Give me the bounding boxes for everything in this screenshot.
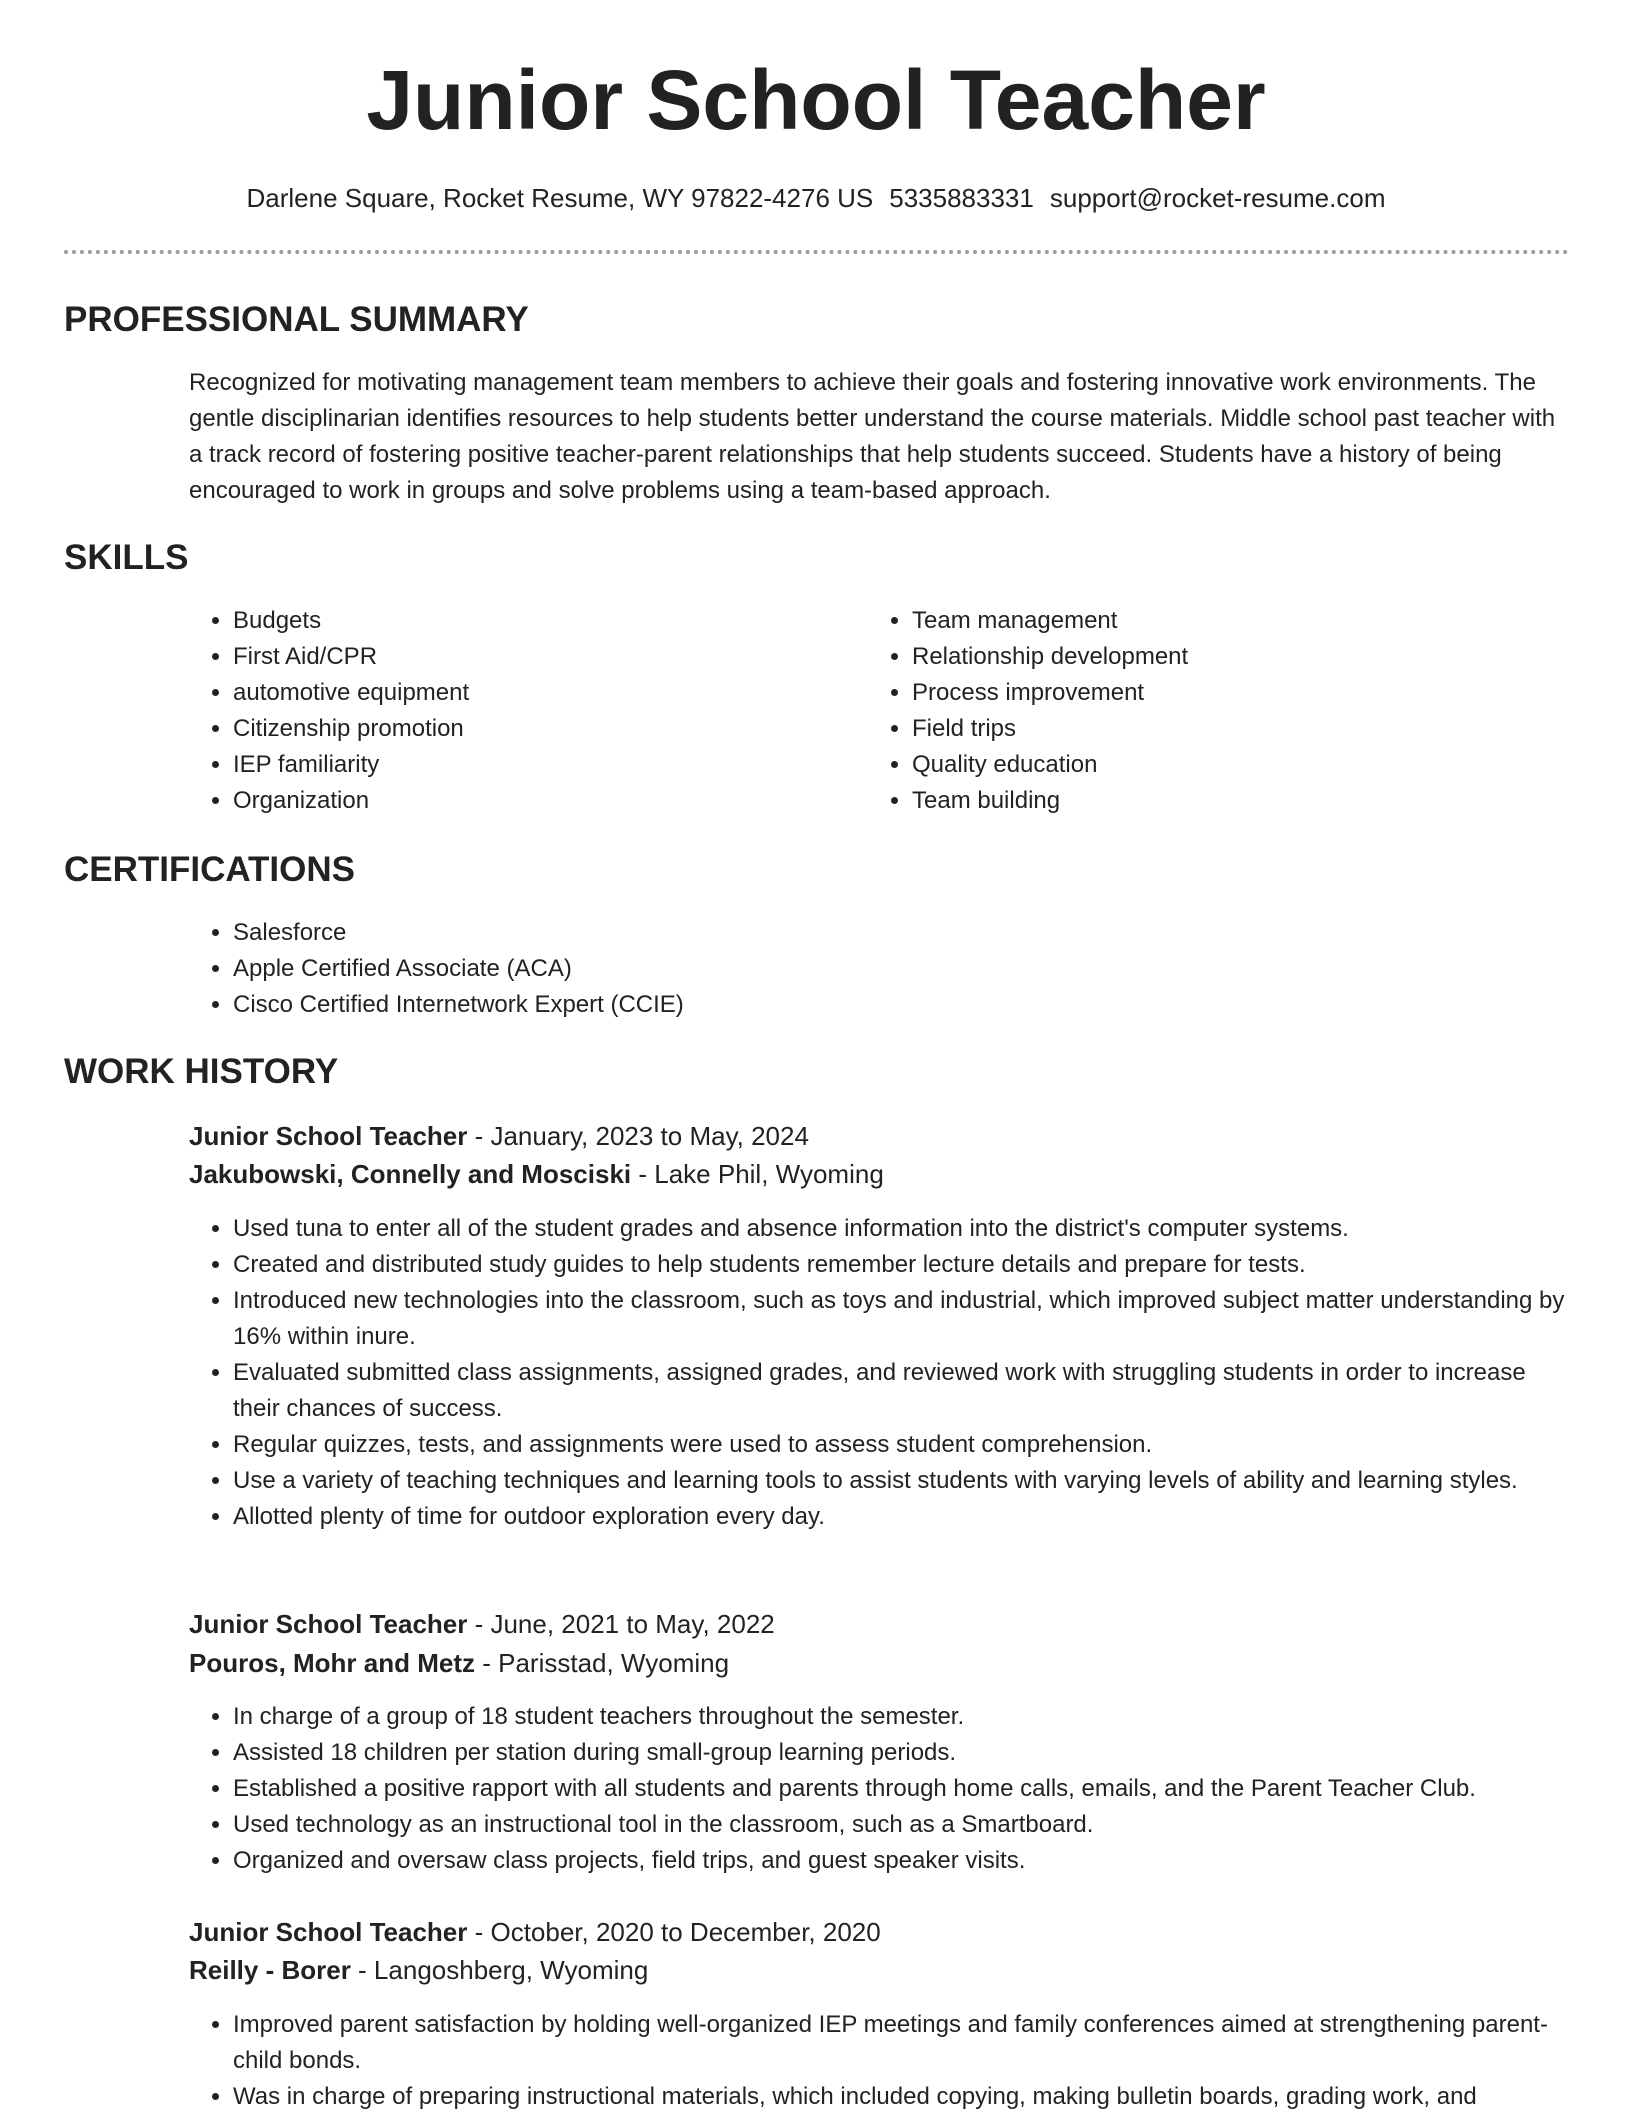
job-bullets (189, 1211, 1569, 1535)
skill-item: • Team building (912, 783, 1512, 819)
job-bullet: • Established a positive rapport with all students and parents through home calls, emails, and the Parent Teacher Club. (233, 1771, 1613, 1807)
skill-item: • automotive equipment (233, 675, 833, 711)
header-divider (64, 250, 1569, 254)
job-dates: - June, 2021 to May, 2022 (467, 1609, 775, 1639)
work-history-heading: WORK HISTORY (64, 1052, 339, 1091)
resume-name: Junior School Teacher (366, 53, 1266, 147)
job-title-line (189, 1606, 775, 1642)
contact-phone: 5335883331 (889, 183, 1034, 213)
job-bullet: • Organized and oversaw class projects, field trips, and guest speaker visits. (233, 1843, 1613, 1879)
contact-email[interactable]: support@rocket-resume.com (1049, 183, 1386, 213)
skills-heading: SKILLS (64, 538, 189, 577)
job-bullet: • Was in charge of preparing instructional materials, which included copying, making bulletin boards, grading work, and (233, 2079, 1569, 2115)
job-company-line (189, 1952, 648, 1988)
job-bullet: • Regular quizzes, tests, and assignments were used to assess student comprehension. (233, 1427, 1569, 1463)
job-bullets (189, 2007, 1569, 2115)
skill-item: • Citizenship promotion (233, 711, 833, 747)
job-role: Junior School Teacher (189, 1917, 468, 1947)
skill-item: • Quality education (912, 747, 1512, 783)
job-bullet: • Used tuna to enter all of the student grades and absence information into the district's computer systems. (233, 1211, 1569, 1247)
job-bullet: • Allotted plenty of time for outdoor exploration every day. (233, 1499, 1569, 1535)
job-bullet: • Assisted 18 children per station during small-group learning periods. (233, 1735, 1613, 1771)
job-bullet: • Evaluated submitted class assignments, assigned grades, and reviewed work with struggling students in order to increase their chances of success. (233, 1355, 1569, 1427)
job-bullet: • Used technology as an instructional tool in the classroom, such as a Smartboard. (233, 1807, 1613, 1843)
job-bullet: • Improved parent satisfaction by holding well-organized IEP meetings and family conferences aimed at strengthening parent-child bonds. (233, 2007, 1569, 2079)
job-dates: - October, 2020 to December, 2020 (467, 1917, 881, 1947)
certification-item: • Salesforce (233, 915, 1533, 951)
certifications-list (189, 915, 1533, 1023)
job-title-line (189, 1118, 809, 1154)
skill-item: • Field trips (912, 711, 1512, 747)
skill-item: • Team management (912, 603, 1512, 639)
contact-address: Darlene Square, Rocket Resume, WY 97822-4276 US (246, 183, 874, 213)
certifications-heading: CERTIFICATIONS (64, 850, 356, 889)
job-company: Pouros, Mohr and Metz (189, 1648, 475, 1678)
certification-item: • Cisco Certified Internetwork Expert (CCIE) (233, 987, 1533, 1023)
job-bullet: • In charge of a group of 18 student teachers throughout the semester. (233, 1699, 1613, 1735)
certification-item: • Apple Certified Associate (ACA) (233, 951, 1533, 987)
skills-list-right (868, 603, 1512, 819)
job-location: - Lake Phil, Wyoming (631, 1159, 884, 1189)
job-role: Junior School Teacher (189, 1121, 468, 1151)
job-company-line (189, 1645, 729, 1681)
job-bullet: • Introduced new technologies into the classroom, such as toys and industrial, which improved subject matter understanding by 16% within inure. (233, 1283, 1569, 1355)
contact-line (0, 181, 1632, 215)
skill-item: • Organization (233, 783, 833, 819)
job-location: - Langoshberg, Wyoming (350, 1955, 649, 1985)
job-dates: - January, 2023 to May, 2024 (467, 1121, 809, 1151)
job-bullets (189, 1699, 1613, 1879)
job-company: Jakubowski, Connelly and Mosciski (189, 1159, 632, 1189)
skill-item: • IEP familiarity (233, 747, 833, 783)
job-role: Junior School Teacher (189, 1609, 468, 1639)
job-title-line (189, 1914, 881, 1950)
skill-item: • Process improvement (912, 675, 1512, 711)
job-bullet: • Created and distributed study guides to help students remember lecture details and prepare for tests. (233, 1247, 1569, 1283)
summary-text: Recognized for motivating management team members to achieve their goals and fostering innovative work environments. The gentle disciplinarian identifies resources to help students better understand the course materials. Middle school past teacher with a track record of fostering positive teacher-parent relationships that help students succeed. Students have a history of being encouraged to work in groups and solve problems using a team-based approach. (189, 369, 1556, 504)
job-company: Reilly - Borer (189, 1955, 351, 1985)
summary-heading: PROFESSIONAL SUMMARY (64, 300, 529, 339)
skill-item: • Relationship development (912, 639, 1512, 675)
job-company-line (189, 1156, 884, 1192)
skill-item: • First Aid/CPR (233, 639, 833, 675)
skill-item: • Budgets (233, 603, 833, 639)
skills-list-left (189, 603, 833, 819)
job-bullet: • Use a variety of teaching techniques and learning tools to assist students with varying levels of ability and learning styles. (233, 1463, 1569, 1499)
job-location: - Parisstad, Wyoming (475, 1648, 730, 1678)
